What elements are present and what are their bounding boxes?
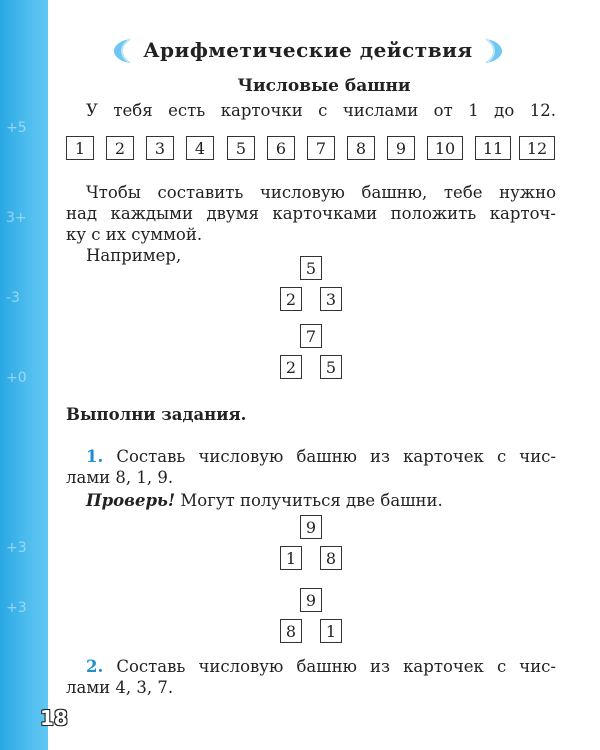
explanation-line-3: ку с их суммой. bbox=[66, 225, 203, 244]
number-card: 2 bbox=[106, 136, 134, 160]
chalk-doodle: +0 bbox=[6, 370, 27, 386]
tower-base-card: 1 bbox=[320, 619, 342, 643]
task-1-check bbox=[66, 490, 556, 511]
number-cards-row bbox=[66, 136, 554, 162]
intro-text: У тебя есть карточки с числами от 1 до 12. bbox=[86, 101, 556, 120]
chalk-doodle: +3 bbox=[6, 540, 27, 556]
tower-top-card: 5 bbox=[300, 256, 322, 280]
explanation-line-2: над каждыми двумя карточками положить карточ- bbox=[66, 204, 556, 223]
task-2-number: 2. bbox=[86, 657, 104, 676]
chalk-doodle: 3+ bbox=[6, 210, 27, 226]
tower-base-card: 8 bbox=[320, 546, 342, 570]
task-1-line-2: лами 8, 1, 9. bbox=[66, 468, 174, 487]
explanation-line-1: Чтобы составить числовую башню, тебе нужно bbox=[86, 183, 556, 202]
tower-base-card: 8 bbox=[280, 619, 302, 643]
title-right-cap-icon bbox=[484, 37, 504, 65]
page-title: Арифметические действия bbox=[143, 38, 473, 62]
number-card: 9 bbox=[387, 136, 415, 160]
title-left-cap-icon bbox=[112, 37, 132, 65]
task-2-line-1 bbox=[66, 656, 556, 677]
tasks-heading: Выполни задания. bbox=[66, 405, 247, 424]
tower-base-card: 3 bbox=[320, 287, 342, 311]
tower-base-card: 2 bbox=[280, 355, 302, 379]
task-1-number: 1. bbox=[86, 447, 104, 466]
tower-base-card: 5 bbox=[320, 355, 342, 379]
section-subtitle: Числовые башни bbox=[237, 76, 411, 96]
tower-top-card: 7 bbox=[300, 324, 322, 348]
title-banner bbox=[112, 32, 504, 72]
number-card: 8 bbox=[347, 136, 375, 160]
chalk-doodle: +5 bbox=[6, 120, 27, 136]
tower-top-card: 9 bbox=[300, 588, 322, 612]
number-card: 12 bbox=[519, 136, 555, 160]
number-card: 3 bbox=[146, 136, 174, 160]
tower-base-card: 2 bbox=[280, 287, 302, 311]
task-1-line-1 bbox=[66, 446, 556, 467]
number-card: 7 bbox=[307, 136, 335, 160]
task-1-text: Составь числовую башню из карточек с чис- bbox=[116, 447, 557, 466]
number-card: 6 bbox=[267, 136, 295, 160]
decorative-side-stripe bbox=[0, 0, 48, 750]
check-text: Могут получиться две башни. bbox=[180, 491, 443, 510]
page-number: 18 bbox=[40, 706, 68, 730]
number-card: 5 bbox=[227, 136, 255, 160]
chalk-doodle: +3 bbox=[6, 600, 27, 616]
number-card: 10 bbox=[427, 136, 463, 160]
number-card: 11 bbox=[475, 136, 511, 160]
tower-top-card: 9 bbox=[300, 515, 322, 539]
example-label: Например, bbox=[86, 246, 182, 265]
number-card: 1 bbox=[66, 136, 94, 160]
check-label: Проверь! bbox=[86, 491, 176, 510]
task-2-line-2: лами 4, 3, 7. bbox=[66, 678, 174, 697]
task-2-text: Составь числовую башню из карточек с чис- bbox=[116, 657, 557, 676]
number-card: 4 bbox=[186, 136, 214, 160]
chalk-doodle: -3 bbox=[6, 290, 20, 306]
tower-base-card: 1 bbox=[280, 546, 302, 570]
